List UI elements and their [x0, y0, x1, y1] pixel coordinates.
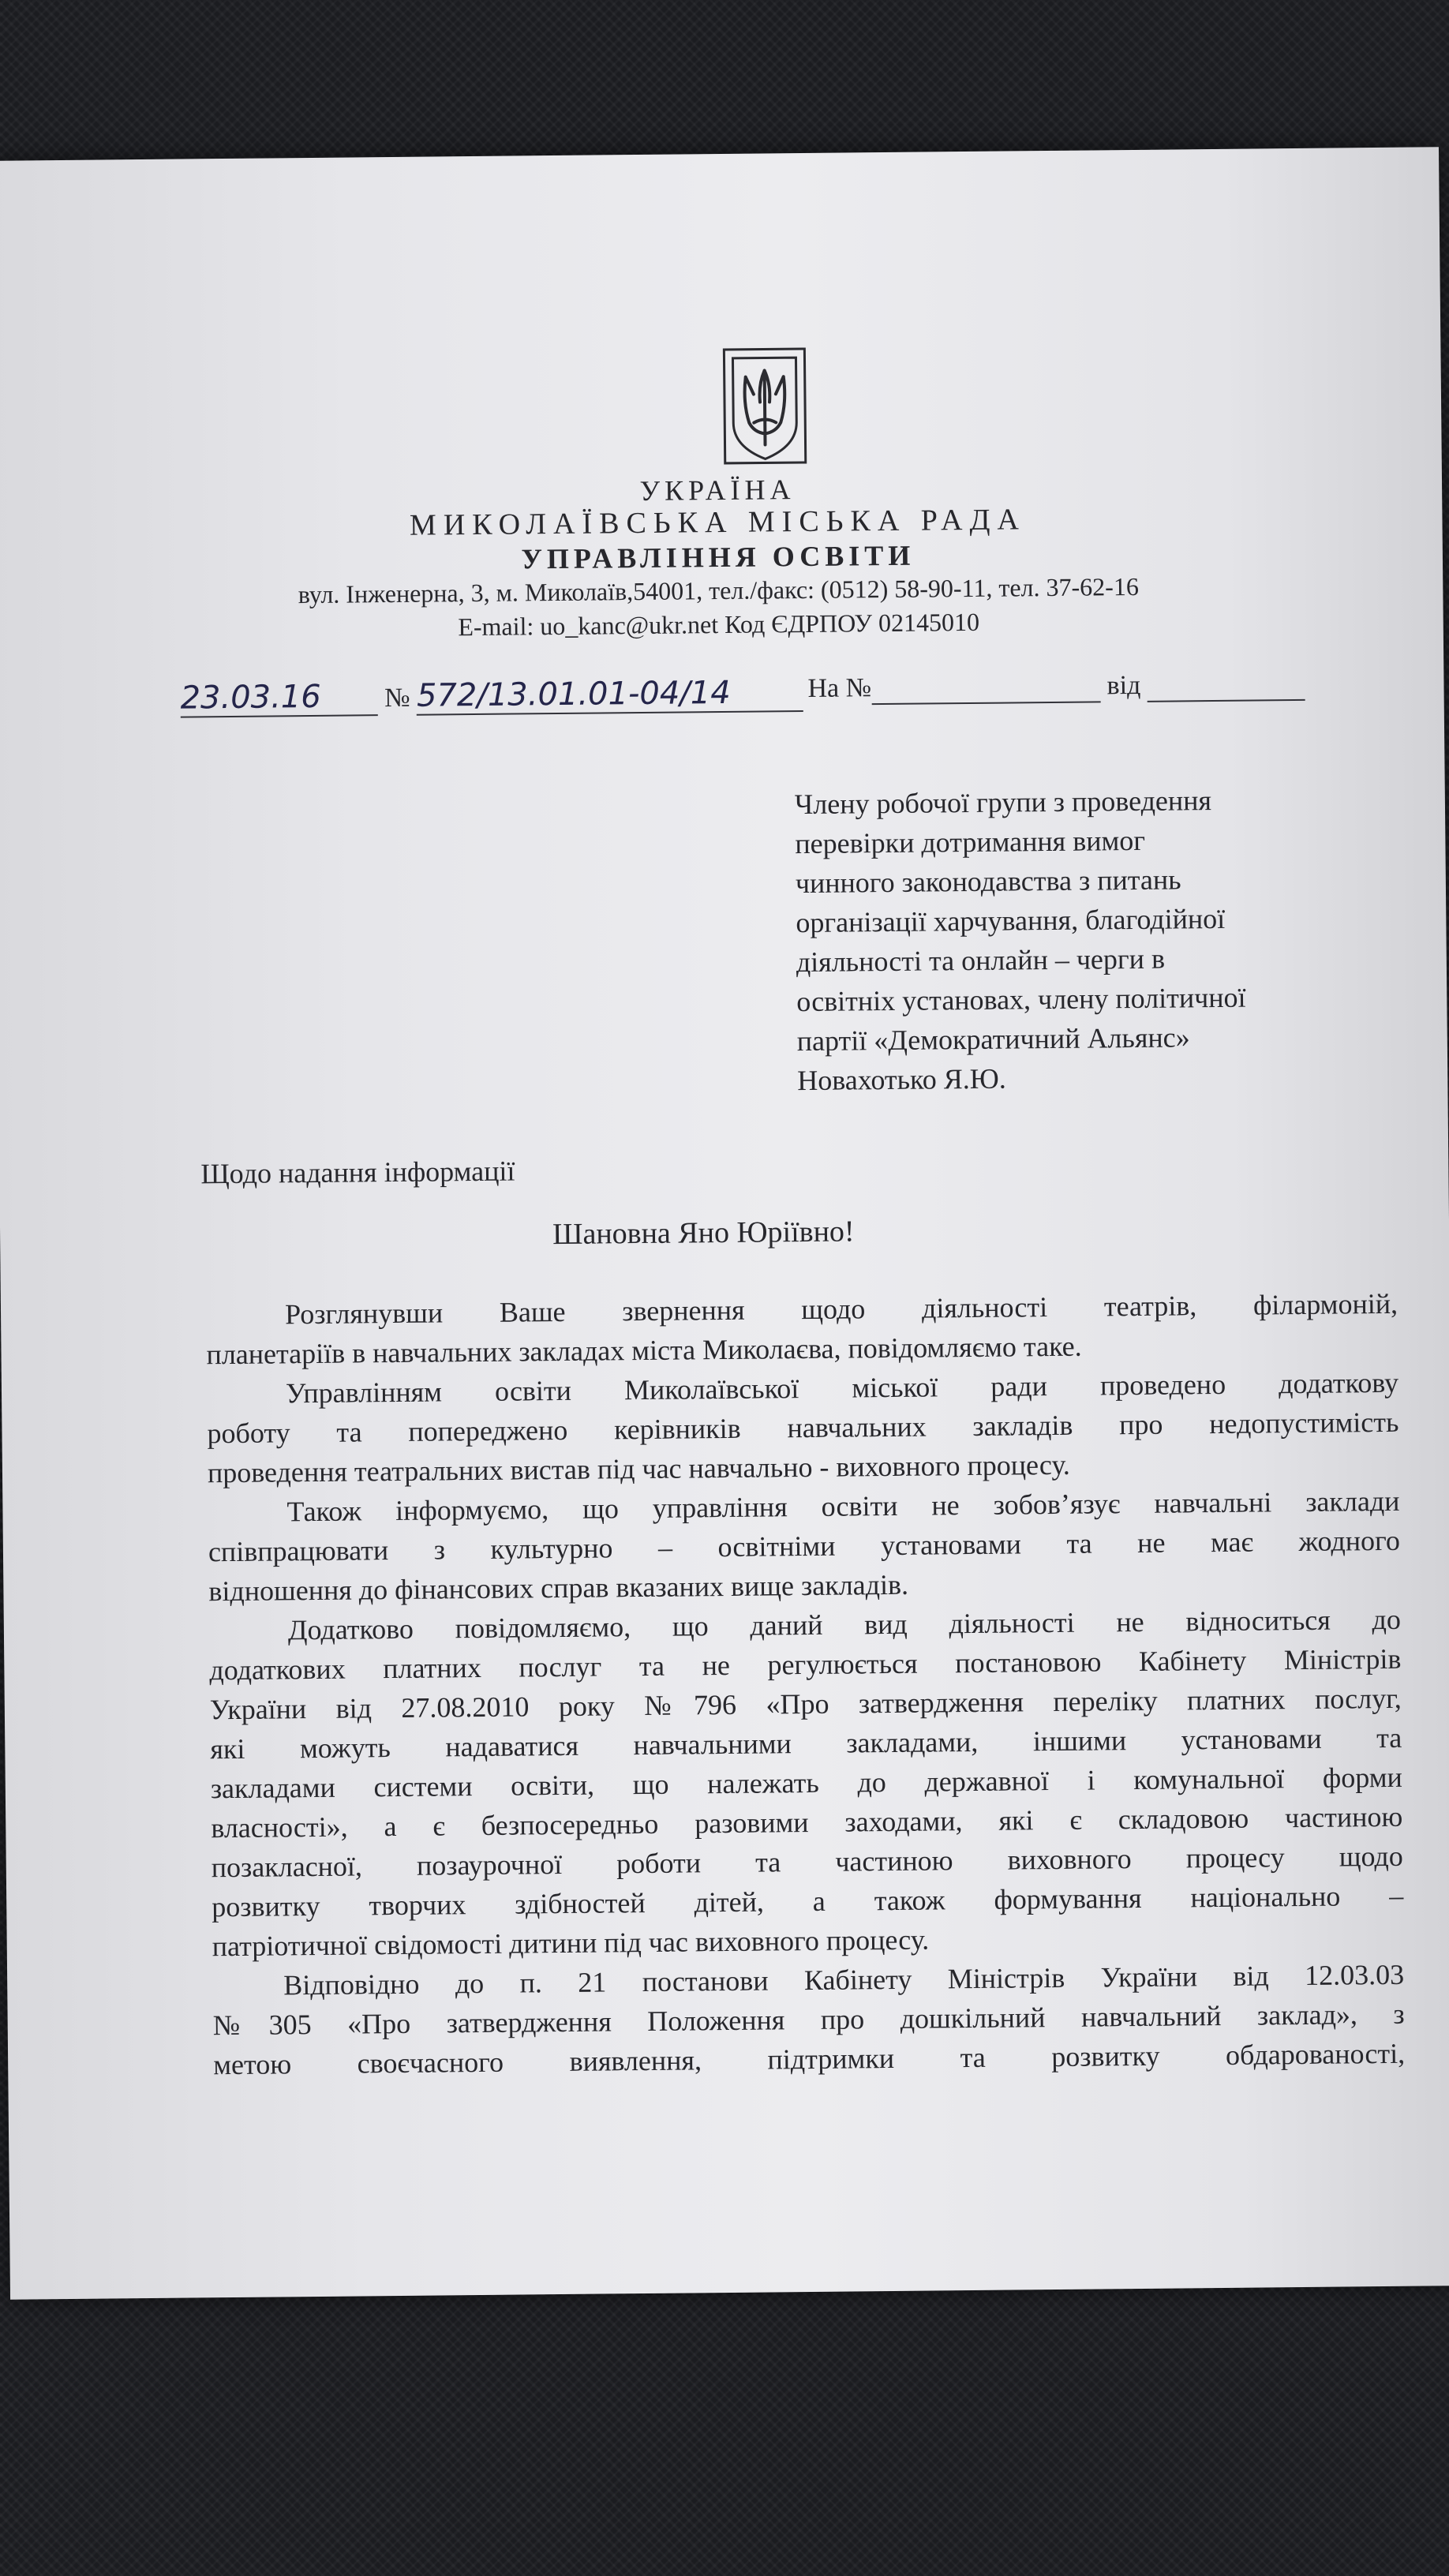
body-line: які можуть надаватися навчальними закладами, іншими установами та [210, 1721, 1402, 1765]
outgoing-number: 572/13.01.01-04/14 [417, 674, 803, 716]
body-line: Управлінням освіти Миколаївської міської ради проведено додаткову [285, 1366, 1399, 1410]
addressee-line: Новахотько Я.Ю. [797, 1062, 1006, 1097]
body-line: Розглянувши Ваше звернення щодо діяльності театрів, філармоній, [284, 1287, 1398, 1331]
from-blank [1148, 669, 1305, 702]
from-label: від [1106, 670, 1141, 701]
department-title: УПРАВЛІННЯ ОСВІТИ [521, 539, 915, 575]
contacts-line: E-mail: uo_kanc@ukr.net Код ЄДРПОУ 02145010 [458, 607, 980, 642]
body-line: закладами системи освіти, що належать до державної і комунальної форми [210, 1761, 1402, 1805]
outgoing-date: 23.03.16 [180, 678, 377, 717]
addressee-block [795, 779, 1366, 1100]
body-line: патріотичної свідомості дитини під час виховного процесу. [212, 1923, 930, 1963]
body-line: співпрацювати з культурно – освітніми установами та не має жодного [208, 1524, 1401, 1568]
body-line: Додатково повідомляємо, що даний вид діяльності не відноситься до [287, 1603, 1402, 1646]
body-line: проведення театральних вистав під час навчально - виховного процесу. [207, 1448, 1070, 1489]
body-line: планетаріїв в навчальних закладах міста Миколаєва, повідомляємо таке. [206, 1330, 1082, 1371]
addressee-line: перевірки дотримання вимог [795, 824, 1146, 860]
body-line: №305 «Про затвердження Положення про дошкільний навчальний заклад», з [212, 1998, 1405, 2042]
body-line: Також інформуємо, що управління освіти не зобов’язує навчальні заклади [286, 1485, 1400, 1528]
letter-body [206, 1284, 1406, 2084]
addressee-line: партії «Демократичний Альянс» [796, 1021, 1190, 1058]
body-line: роботу та попереджено керівників навчальних закладів про недопустимість [207, 1406, 1399, 1450]
body-line: метою своєчасного виявлення, підтримки та розвитку обдарованості, [213, 2037, 1406, 2081]
body-line: додаткових платних послуг та не регулюється постановою Кабінету Міністрів [209, 1642, 1402, 1687]
body-line: власності», а є безпосередньо разовими заходами, які є складовою частиною [211, 1800, 1403, 1844]
registration-row [180, 674, 803, 718]
body-line: відношення до фінансових справ вказаних вище закладів. [208, 1568, 909, 1608]
letter-sheet [0, 147, 1449, 2299]
country-title: УКРАЇНА [639, 474, 796, 507]
body-line: розвитку творчих здібностей дітей, а також формування національно – [212, 1879, 1404, 1923]
addressee-line: діяльності та онлайн – черги в [796, 942, 1166, 979]
reply-to-label: На № [807, 673, 872, 703]
reply-to-blank [871, 671, 1100, 705]
council-title: МИКОЛАЇВСЬКА МІСЬКА РАДА [409, 503, 1027, 542]
body-line: позакласної, позаурочної роботи та частиною виховного процесу щодо [211, 1840, 1403, 1884]
body-line: України від 27.08.2010 року №796 «Про затвердження переліку платних послуг, [209, 1682, 1402, 1726]
addressee-line: Члену робочої групи з проведення [794, 784, 1212, 821]
addressee-line: організації харчування, благодійної [796, 902, 1226, 939]
trident-coat-of-arms-icon [721, 346, 807, 466]
letter-greeting: Шановна Яно Юріївно! [552, 1215, 855, 1252]
address-line: вул. Інженерна, 3, м. Миколаїв,54001, тел./факс: (0512) 58-90-11, тел. 37-62-16 [298, 571, 1140, 609]
letter-subject: Щодо надання інформації [200, 1155, 515, 1190]
body-line: Відповідно до п. 21 постанови Кабінету Міністрів України від 12.03.03 [283, 1958, 1405, 2001]
addressee-line: чинного законодавства з питань [795, 863, 1181, 900]
reply-reference-row [807, 669, 1305, 706]
number-sign: № [384, 683, 410, 713]
addressee-line: освітніх установах, члену політичної [796, 981, 1246, 1018]
